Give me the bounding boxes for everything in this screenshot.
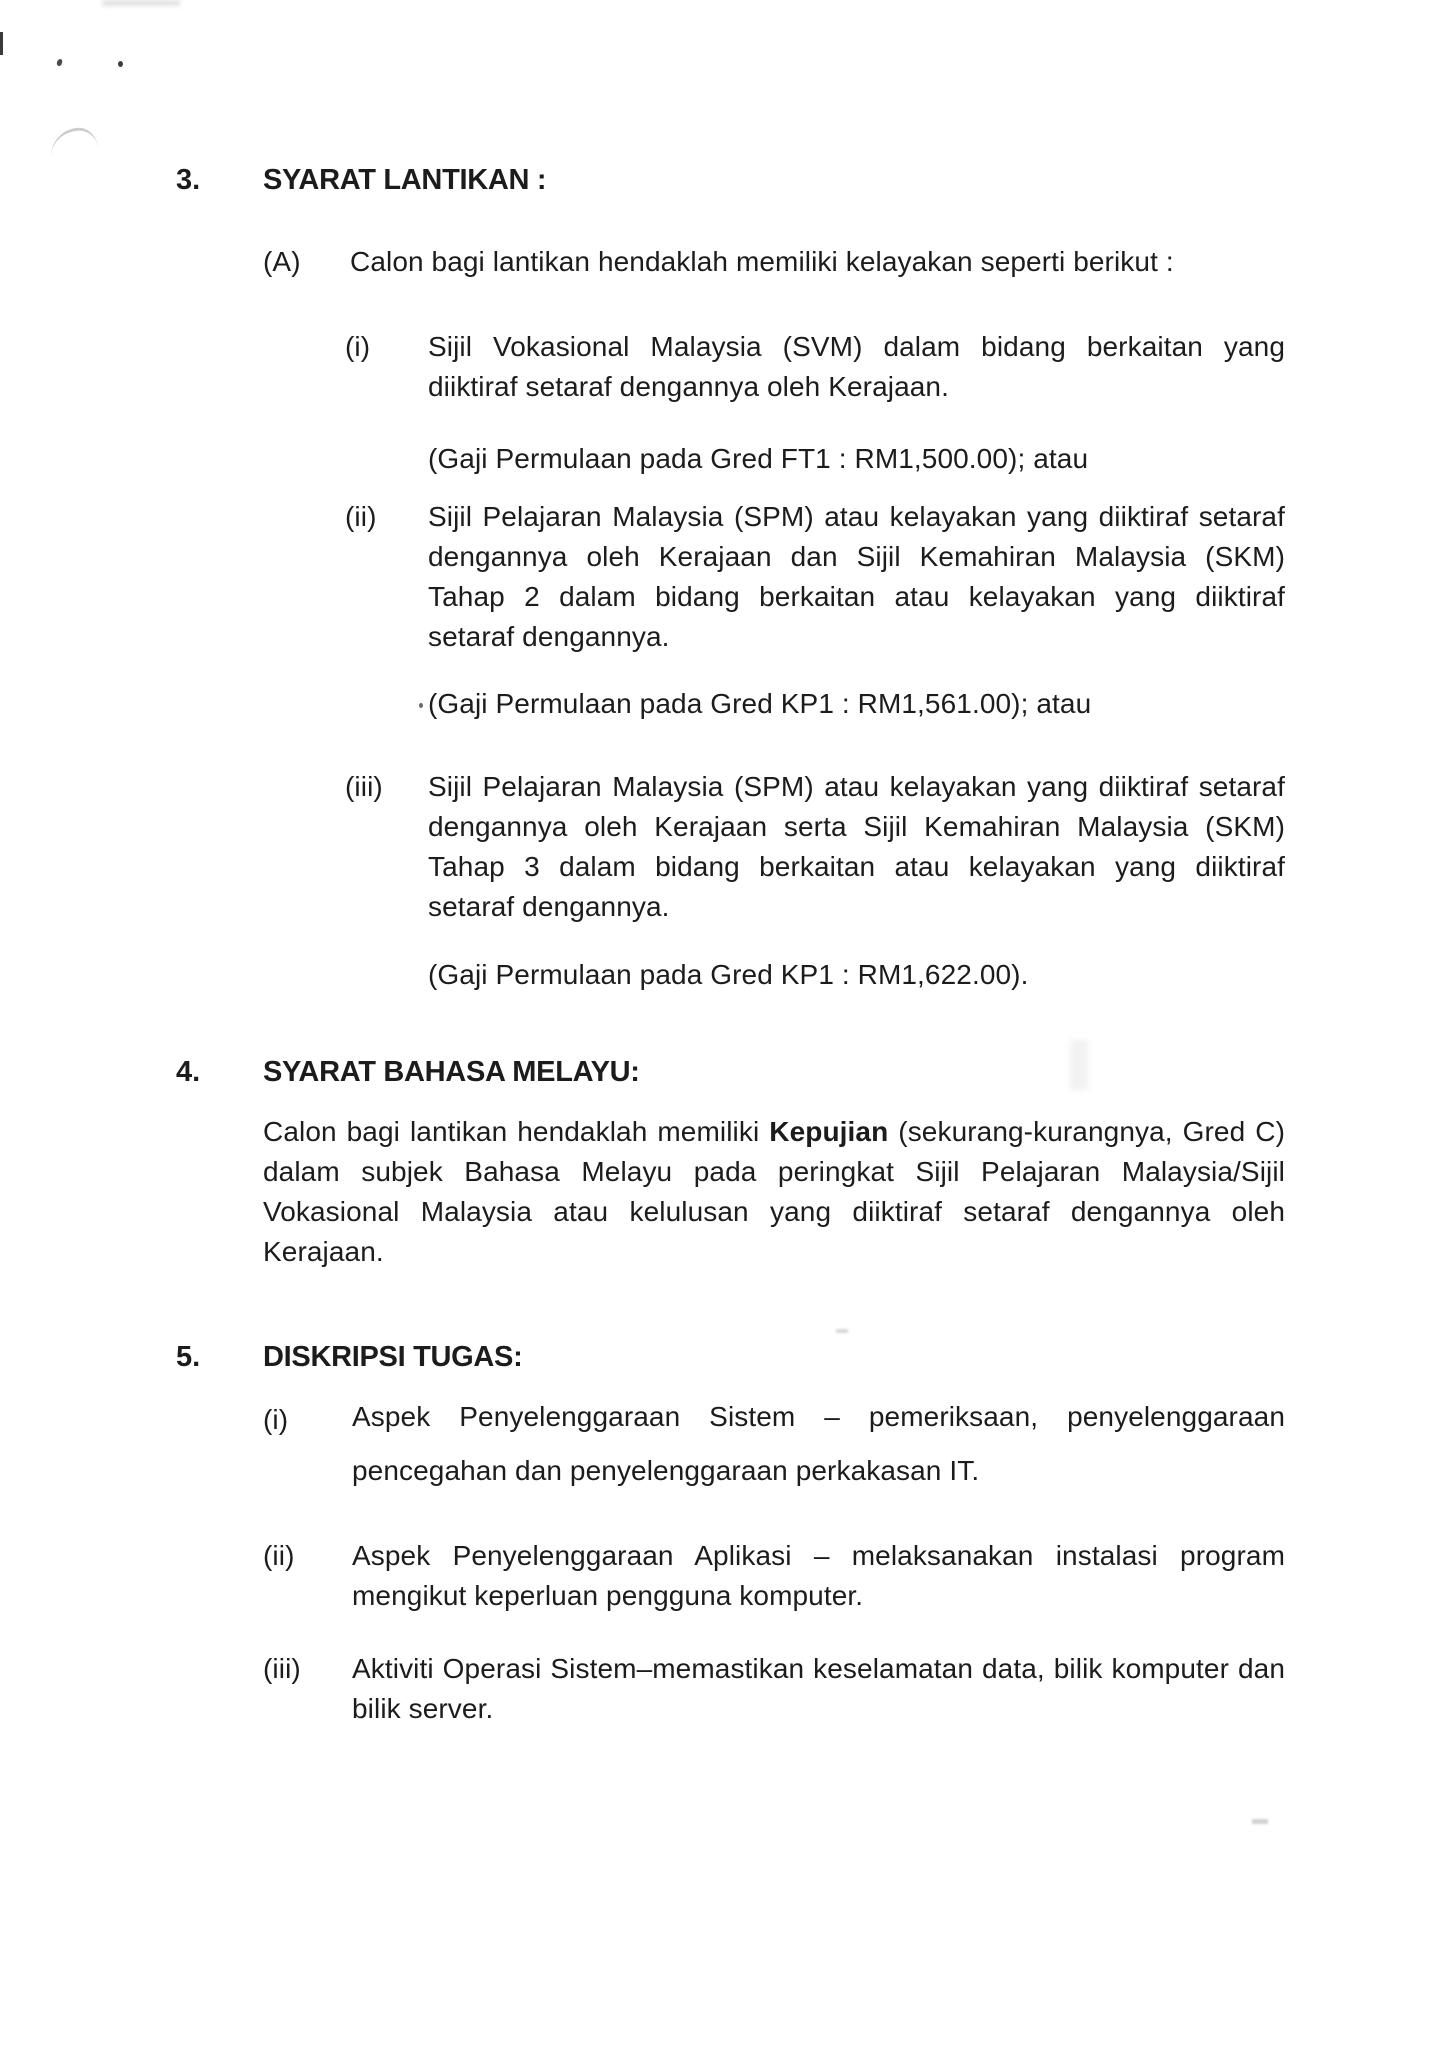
scan-speck: [419, 703, 423, 708]
scan-smudge: [1252, 1819, 1268, 1824]
scan-speck: [56, 58, 63, 66]
item-iii-label: (iii): [345, 771, 383, 802]
text-segment: (sekurang-kurangnya, Gred C): [888, 1116, 1286, 1147]
text-line: Aktiviti Operasi Sistem–memastikan keselamatan data, bilik komputer dan: [352, 1653, 1285, 1684]
scan-speck: [118, 61, 123, 67]
item-ii-label: (ii): [345, 501, 377, 532]
text-line: [263, 1112, 1285, 1152]
section-4-paragraph: [263, 1112, 1285, 1272]
text-line: Sijil Pelajaran Malaysia (SPM) atau kelayakan yang diiktiraf setaraf: [428, 501, 1285, 532]
text-line: mengikut keperluan pengguna komputer.: [352, 1580, 864, 1611]
text-line: bilik server.: [352, 1693, 494, 1724]
section-4-heading: SYARAT BAHASA MELAYU:: [263, 1056, 640, 1088]
section-5-number: 5.: [176, 1341, 201, 1373]
item-i-text: [428, 327, 1285, 407]
scan-smudge: [102, 0, 180, 6]
text-line: Aspek Penyelenggaraan Sistem – pemeriksaan, penyelenggaraan: [352, 1401, 1285, 1432]
section-3-heading: SYARAT LANTIKAN :: [263, 164, 547, 196]
text-line: Tahap 2 dalam bidang berkaitan atau kelayakan yang diiktiraf: [428, 581, 1285, 612]
task-iii-label: (iii): [263, 1653, 301, 1684]
text-line: Sijil Vokasional Malaysia (SVM) dalam bidang berkaitan yang: [428, 331, 1285, 362]
item-ii-text: [428, 497, 1285, 657]
bold-kepujian: Kepujian: [769, 1116, 889, 1147]
text-line: pencegahan dan penyelenggaraan perkakasan IT.: [352, 1455, 980, 1486]
item-a-label: (A): [263, 246, 301, 277]
task-ii-text: [352, 1536, 1285, 1616]
task-iii-text: [352, 1649, 1285, 1729]
text-line: Aspek Penyelenggaraan Aplikasi – melaksanakan instalasi program: [352, 1540, 1285, 1571]
section-4-number: 4.: [176, 1056, 201, 1088]
text-line: Tahap 3 dalam bidang berkaitan atau kelayakan yang diiktiraf: [428, 851, 1285, 882]
scan-edge-mark: [0, 32, 3, 55]
salary-note-kp1-1561: (Gaji Permulaan pada Gred KP1 : RM1,561.00); atau: [428, 688, 1092, 719]
text-line: Kerajaan.: [263, 1236, 384, 1267]
text-line: Vokasional Malaysia atau kelulusan yang diiktiraf setaraf dengannya oleh: [263, 1196, 1285, 1227]
salary-note-ft1: (Gaji Permulaan pada Gred FT1 : RM1,500.00); atau: [428, 443, 1089, 474]
task-i-label: (i): [263, 1404, 289, 1435]
text-line: Sijil Pelajaran Malaysia (SPM) atau kelayakan yang diiktiraf setaraf: [428, 771, 1285, 802]
text-line: dengannya oleh Kerajaan dan Sijil Kemahiran Malaysia (SKM): [428, 541, 1285, 572]
text-line: setaraf dengannya.: [428, 891, 670, 922]
text-line: dalam subjek Bahasa Melayu pada peringkat Sijil Pelajaran Malaysia/Sijil: [263, 1156, 1285, 1187]
scan-pencil-mark: [49, 126, 99, 158]
section-5-heading: DISKRIPSI TUGAS:: [263, 1341, 523, 1373]
item-a-text: Calon bagi lantikan hendaklah memiliki kelayakan seperti berikut :: [350, 246, 1174, 277]
scan-smudge: [836, 1329, 848, 1333]
task-i-text: [352, 1390, 1285, 1498]
text-line: diiktiraf setaraf dengannya oleh Kerajaan.: [428, 371, 949, 402]
text-segment: Calon bagi lantikan hendaklah memiliki: [263, 1116, 770, 1147]
text-line: setaraf dengannya.: [428, 621, 670, 652]
scan-smudge: [1070, 1040, 1088, 1090]
item-iii-text: [428, 767, 1285, 927]
salary-note-kp1-1622: (Gaji Permulaan pada Gred KP1 : RM1,622.00).: [428, 959, 1029, 990]
task-ii-label: (ii): [263, 1540, 295, 1571]
section-3-number: 3.: [176, 164, 201, 196]
text-line: dengannya oleh Kerajaan serta Sijil Kemahiran Malaysia (SKM): [428, 811, 1285, 842]
item-i-label: (i): [345, 331, 371, 362]
